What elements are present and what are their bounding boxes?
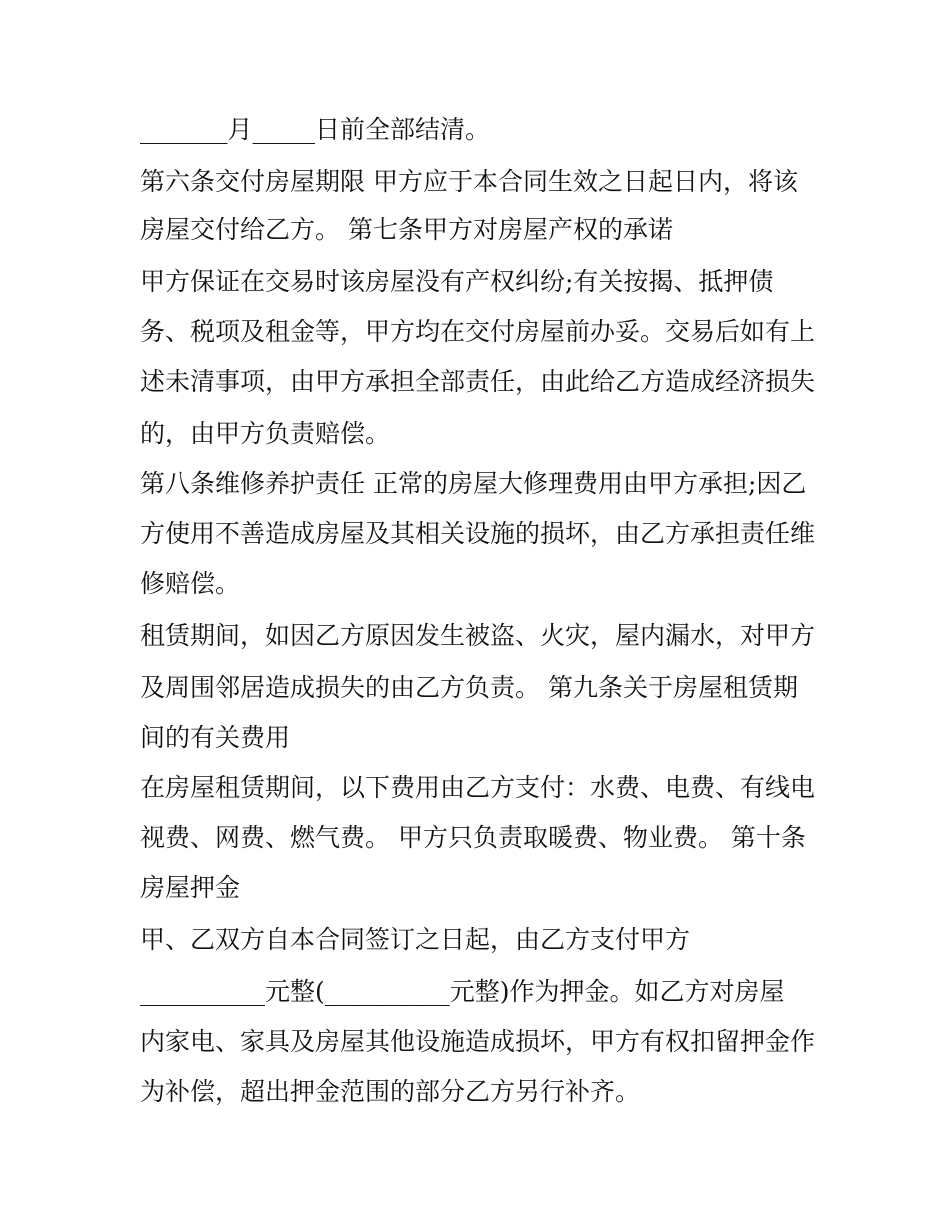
text-line: 的，由甲方负责赔偿。 — [140, 419, 391, 448]
text-line: 房屋交付给乙方。 第七条甲方对房屋产权的承诺 — [140, 215, 673, 244]
text-line: 第六条交付房屋期限 甲方应于本合同生效之日起日内，将该 — [140, 167, 798, 196]
text-line: 修赔偿。 — [140, 569, 241, 598]
text-line: 甲方保证在交易时该房屋没有产权纠纷;有关按揭、抵押债 — [140, 267, 774, 296]
text-line: 在房屋租赁期间，以下费用由乙方支付：水费、电费、有线电 — [140, 773, 816, 802]
text-line: 视费、网费、燃气费。 甲方只负责取暖费、物业费。 第十条 — [140, 823, 806, 852]
text-line: 及周围邻居造成损失的由乙方负责。 第九条关于房屋租赁期 — [140, 673, 798, 702]
text-line: 为补偿，超出押金范围的部分乙方另行补齐。 — [140, 1077, 641, 1106]
text-line: 内家电、家具及房屋其他设施造成损坏，甲方有权扣留押金作 — [140, 1027, 816, 1056]
text-line: __________元整(__________元整)作为押金。如乙方对房屋 — [140, 977, 785, 1006]
text-line: 方使用不善造成房屋及其相关设施的损坏，由乙方承担责任维 — [140, 519, 816, 548]
text-line: 房屋押金 — [140, 873, 241, 902]
text-line: 述未清事项，由甲方承担全部责任，由此给乙方造成经济损失 — [140, 367, 816, 396]
text-line: 间的有关费用 — [140, 723, 291, 752]
text-line: 第八条维修养护责任 正常的房屋大修理费用由甲方承担;因乙 — [140, 469, 807, 498]
text-line: 甲、乙双方自本合同签订之日起，由乙方支付甲方 — [140, 925, 691, 954]
text-line: 租赁期间，如因乙方原因发生被盗、火灾，屋内漏水，对甲方 — [140, 621, 816, 650]
text-line: _______月_____日前全部结清。 — [140, 115, 491, 144]
text-line: 务、税项及租金等，甲方均在交付房屋前办妥。交易后如有上 — [140, 317, 816, 346]
